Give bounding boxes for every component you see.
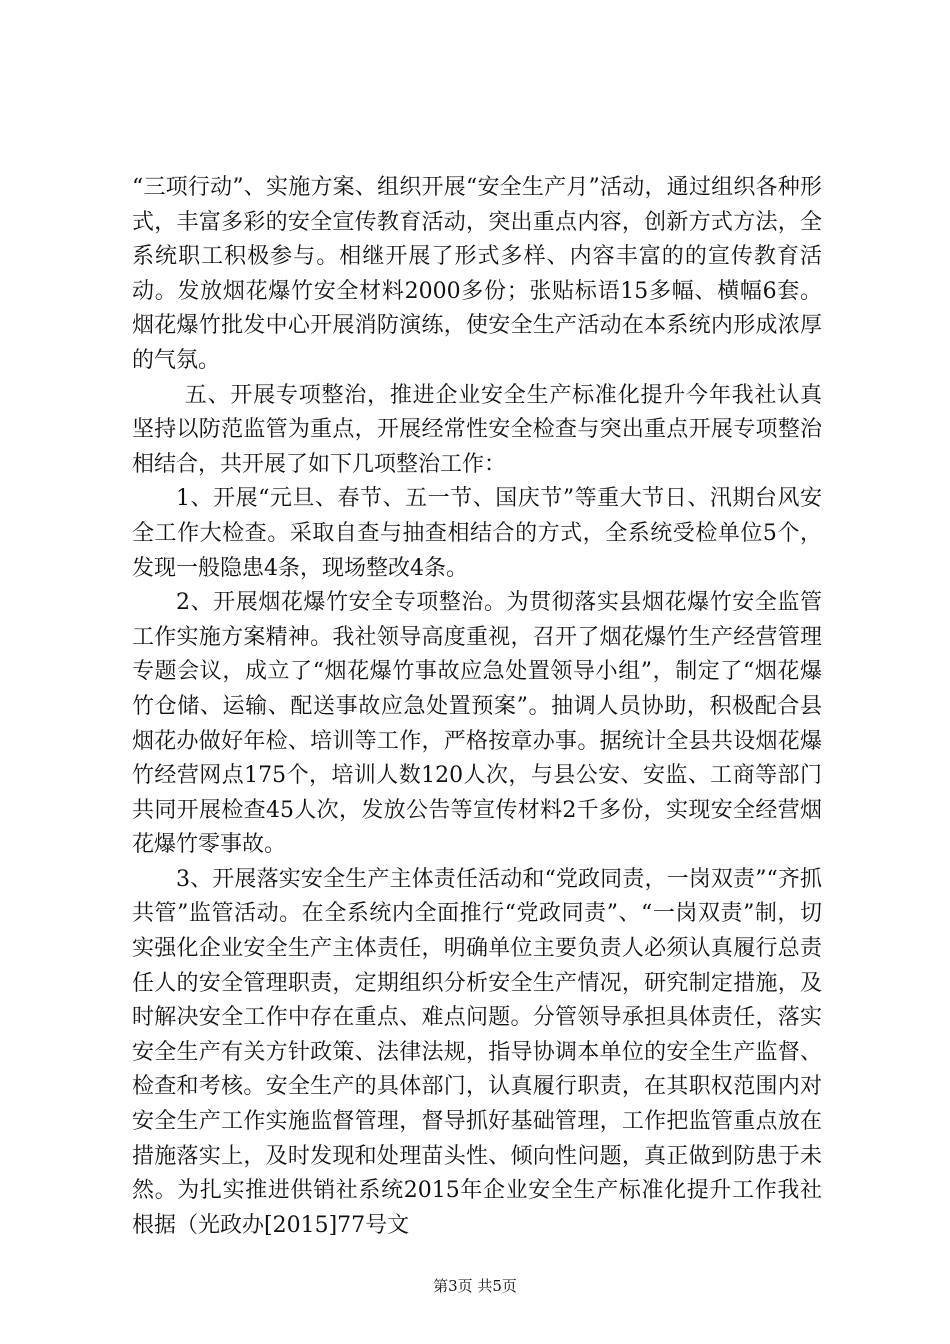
paragraph-section-five: 五、开展专项整治，推进企业安全生产标准化提升今年我社认真坚持以防范监管为重点，开展经常性安全检查与突出重点开展专项整治相结合，共开展了如下几项整治工作：: [132, 382, 822, 477]
page-footer: 第3页 共5页: [433, 1277, 517, 1295]
paragraph-item-2: 2、开展烟花爆竹安全专项整治。为贯彻落实县烟花爆竹安全监管工作实施方案精神。我社领导高度重视，召开了烟花爆竹生产经营管理专题会议，成立了“烟花爆竹事故应急处置领导小组”，制定了“烟花爆竹仓储、运输、配送事故应急处置预案”。抽调人员协助，积极配合县烟花办做好年检、培训等工作，严格按章办事。据统计全县共设烟花爆竹经营网点175个，培训人数120人次，与县公安、安监、工商等部门共同开展检查45人次，发放公告等宣传材料2千多份，实现安全经营烟花爆竹零事故。: [132, 590, 822, 858]
document-body: [132, 171, 822, 1243]
paragraph-continuation: “三项行动”、实施方案、组织开展“安全生产月”活动，通过组织各种形式，丰富多彩的安全宣传教育活动，突出重点内容，创新方式方法，全系统职工积极参与。相继开展了形式多样、内容丰富的的宣传教育活动。发放烟花爆竹安全材料2000多份；张贴标语15多幅、横幅6套。烟花爆竹批发中心开展消防演练，使安全生产活动在本系统内形成浓厚的气氛。: [132, 175, 822, 373]
paragraph-item-3: 3、开展落实安全生产主体责任活动和“党政同责，一岗双责”“齐抓共管”监管活动。在全系统内全面推行“党政同责”、“一岗双责”制，切实强化企业安全生产主体责任，明确单位主要负责人必须认真履行总责任人的安全管理职责，定期组织分析安全生产情况，研究制定措施，及时解决安全工作中存在重点、难点问题。分管领导承担具体责任，落实安全生产有关方针政策、法律法规，指导协调本单位的安全生产监督、检查和考核。安全生产的具体部门，认真履行职责，在其职权范围内对安全生产工作实施监督管理，督导抓好基础管理，工作把监管重点放在措施落实上，及时发现和处理苗头性、倾向性问题，真正做到防患于未然。为扎实推进供销社系统2015年企业安全生产标准化提升工作我社根据（光政办[2015]77号文: [132, 866, 822, 1238]
paragraph-item-1: 1、开展“元旦、春节、五一节、国庆节”等重大节日、汛期台风安全工作大检查。采取自查与抽查相结合的方式，全系统受检单位5个，发现一般隐患4条，现场整改4条。: [132, 486, 822, 581]
